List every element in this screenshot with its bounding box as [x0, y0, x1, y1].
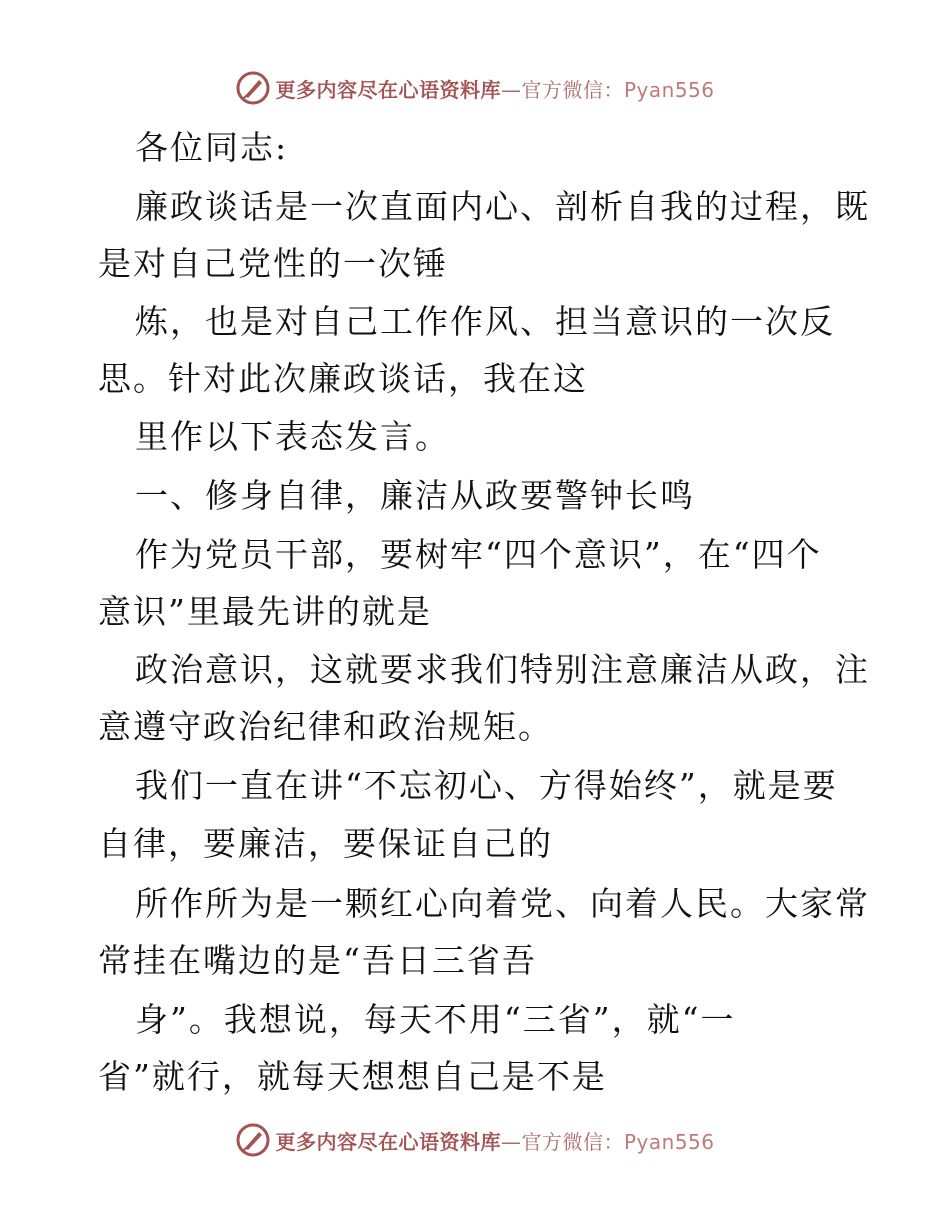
- watermark-label: 官方微信：: [521, 1129, 624, 1154]
- text-line: 政治意识，这就要求我们特别注意廉洁从政，注: [135, 650, 870, 689]
- watermark-label: 官方微信：: [521, 77, 624, 102]
- text-line: 廉政谈话是一次直面内心、剖析自我的过程，既: [135, 187, 870, 226]
- text-line: 炼，也是对自己工作作风、担当意识的一次反: [135, 302, 835, 341]
- section-heading: 一、修身自律，廉洁从政要警钟长鸣: [135, 476, 695, 515]
- watermark-footer: [0, 1118, 950, 1162]
- watermark-header: [0, 66, 950, 110]
- text-line: 作为党员干部，要树牢“四个意识”，在“四个: [135, 535, 822, 574]
- salutation: 各位同志:: [135, 128, 289, 167]
- text-line: 身”。我想说，每天不用“三省”，就“一: [135, 1000, 736, 1039]
- watermark-brand: 更多内容尽在心语资料库: [275, 77, 501, 102]
- text-line: 我们一直在讲“不忘初心、方得始终”，就是要: [135, 766, 838, 805]
- text-line: 里作以下表态发言。: [135, 417, 450, 456]
- watermark-id: Pyan556: [623, 1129, 715, 1154]
- text-line: 意遵守政治纪律和政治规矩。: [98, 707, 553, 746]
- watermark-id: Pyan556: [623, 77, 715, 102]
- text-line: 常挂在嘴边的是“吾日三省吾: [98, 941, 537, 980]
- text-line: 意识”里最先讲的就是: [98, 592, 432, 631]
- quill-logo-icon: [235, 1122, 271, 1158]
- watermark-separator: —: [500, 1129, 522, 1154]
- text-line: 是对自己党性的一次锤: [98, 244, 448, 283]
- text-line: 自律，要廉洁，要保证自己的: [98, 824, 553, 863]
- watermark-separator: —: [500, 77, 522, 102]
- quill-logo-icon: [235, 70, 271, 106]
- text-line: 所作所为是一颗红心向着党、向着人民。大家常: [135, 884, 870, 923]
- watermark-brand: 更多内容尽在心语资料库: [275, 1129, 501, 1154]
- text-line: 思。针对此次廉政谈话，我在这: [98, 359, 588, 398]
- text-line: 省”就行，就每天想想自己是不是: [98, 1057, 607, 1096]
